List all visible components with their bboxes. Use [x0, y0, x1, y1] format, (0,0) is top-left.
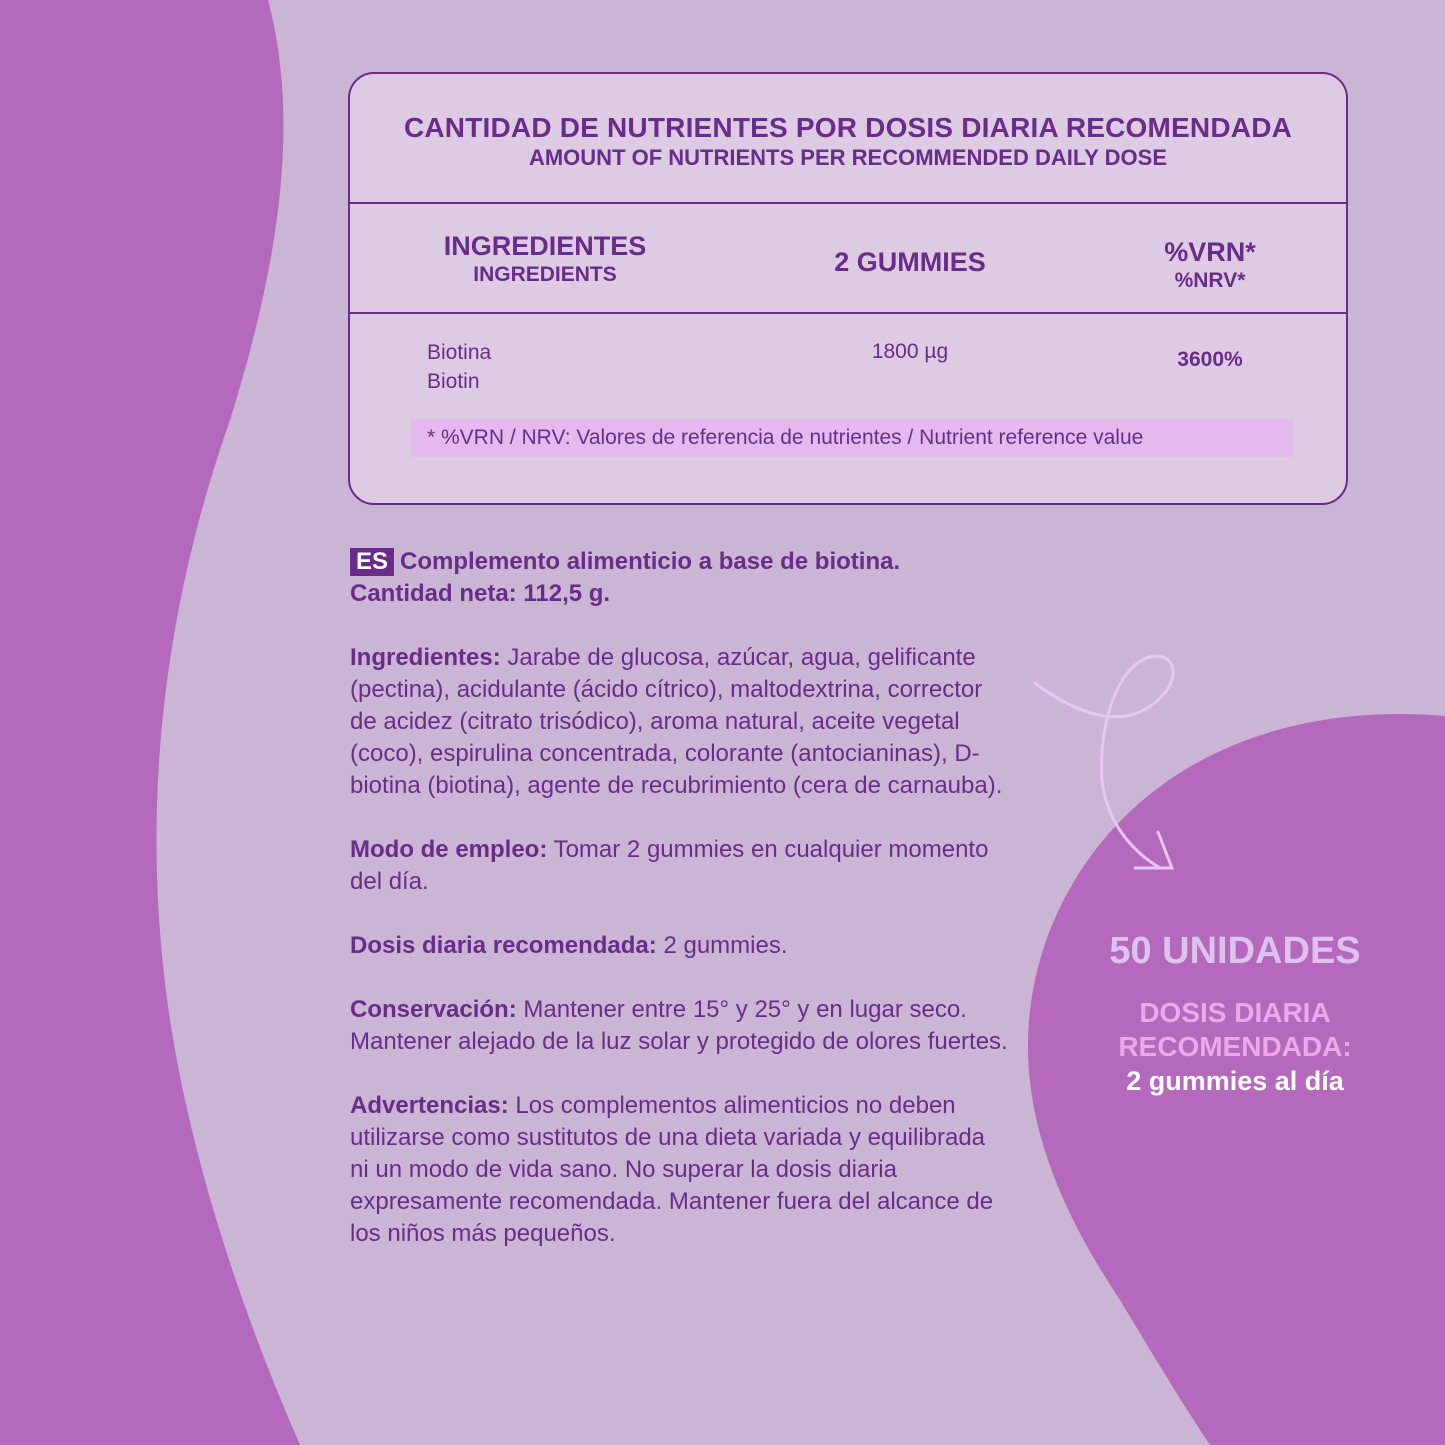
dose-label: Dosis diaria recomendada:: [350, 932, 657, 959]
warnings-label: Advertencias:: [350, 1092, 509, 1119]
ingredients-label: Ingredientes:: [350, 644, 501, 671]
ingredients-text: Jarabe de glucosa, azúcar, agua, gelificante (pectina), acidulante (ácido cítrico), maltodextrina, corrector de acidez (citrato trisódico), aroma natural, aceite vegetal (coco), espirulina concentrada, colorante (antocianinas), D-biotina (biotina), agente de recubrimiento (cera de carnauba).: [350, 644, 1003, 799]
warnings-text: Los complementos alimenticios no deben utilizarse como sustitutos de una dieta variada y equilibrada ni un modo de vida sano. No superar la dosis diaria expresamente recomendada. Mantener fuera del alcance de los niños más pequeños.: [350, 1092, 994, 1247]
column-ingredients-es: INGREDIENTES: [443, 231, 647, 261]
storage-paragraph: [350, 994, 1010, 1058]
intro-line-1: Complemento alimenticio a base de biotina.: [400, 548, 901, 575]
dose-text: 2 gummies.: [656, 932, 788, 959]
warnings-paragraph: [350, 1090, 1010, 1250]
column-vrn-label: %VRN*: [1164, 237, 1256, 267]
callout-dose-value: 2 gummies al día: [1126, 1066, 1344, 1096]
column-amount-label: 2 GUMMIES: [834, 247, 986, 277]
ingredient-percent: 3600%: [1177, 348, 1243, 371]
dose-paragraph: [350, 930, 1010, 962]
product-info: [350, 546, 1010, 1282]
ingredient-name-en: Biotin: [427, 370, 480, 393]
usage-label: Modo de empleo:: [350, 836, 548, 863]
column-nrv-label: %NRV*: [1174, 269, 1246, 292]
nutrition-table: [348, 72, 1348, 505]
storage-text: Mantener entre 15° y 25° y en lugar seco. Mantener alejado de la luz solar y protegido de olores fuertes.: [350, 996, 1008, 1055]
left-wave-shape: [0, 0, 300, 1445]
language-badge: ES: [350, 548, 394, 576]
storage-label: Conservación:: [350, 996, 517, 1023]
usage-text: Tomar 2 gummies en cualquier momento del día.: [350, 836, 989, 895]
units-count: 50 UNIDADES: [1109, 930, 1361, 972]
column-amount: [790, 246, 1030, 278]
table-footnote: * %VRN / NRV: Valores de referencia de nutrientes / Nutrient reference value: [411, 419, 1293, 457]
table-title: CANTIDAD DE NUTRIENTES POR DOSIS DIARIA RECOMENDADA: [403, 112, 1293, 143]
column-ingredients-en: INGREDIENTS: [473, 263, 617, 286]
intro-paragraph: [350, 546, 1010, 610]
usage-paragraph: [350, 834, 1010, 898]
table-header: [350, 74, 1346, 204]
callout-dose-label: DOSIS DIARIA RECOMENDADA:: [1118, 997, 1352, 1062]
column-ingredients: [420, 230, 670, 288]
table-row: [350, 314, 1346, 414]
column-vrn: [1110, 236, 1310, 294]
ingredients-paragraph: [350, 642, 1010, 802]
table-column-headers: [350, 204, 1346, 314]
ingredient-name-es: Biotina: [427, 341, 492, 364]
ingredient-amount: 1800 µg: [871, 340, 949, 363]
table-subtitle: AMOUNT OF NUTRIENTS PER RECOMMENDED DAILY DOSE: [528, 145, 1168, 170]
intro-line-2: Cantidad neta: 112,5 g.: [350, 580, 611, 607]
ingredient-name: [427, 338, 491, 396]
